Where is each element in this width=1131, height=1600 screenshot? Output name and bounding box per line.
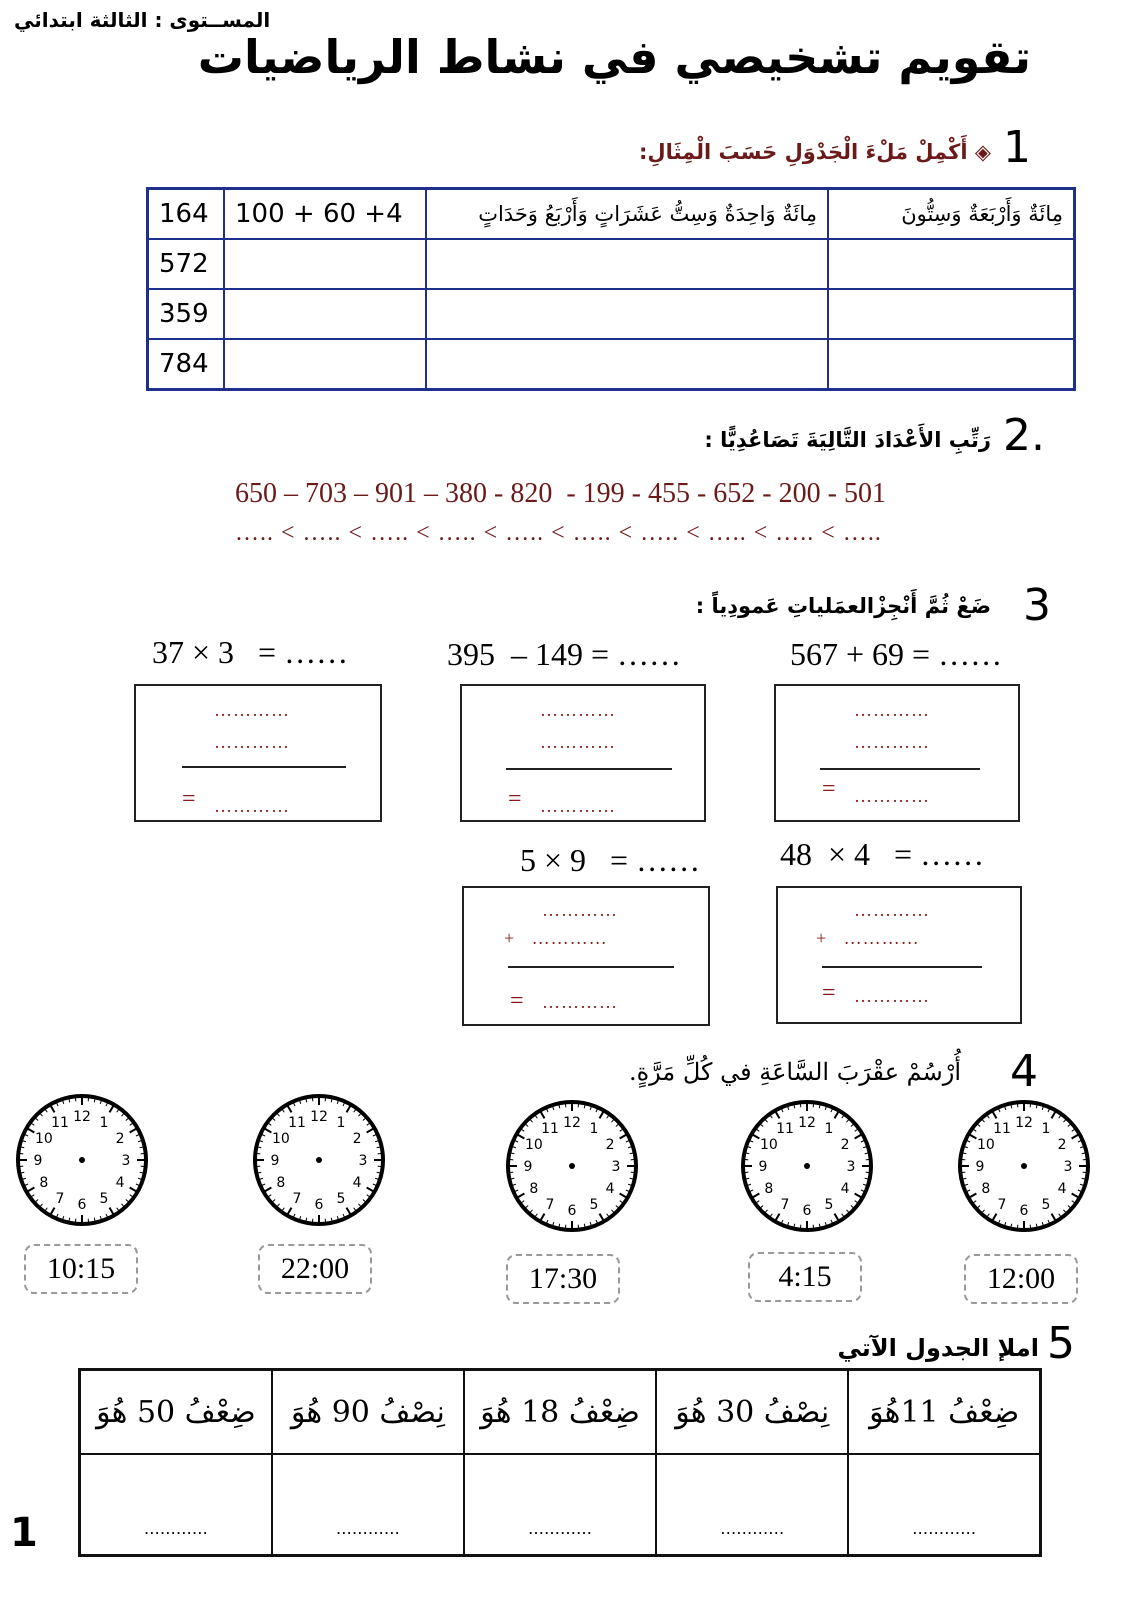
- work-line[interactable]: + …………: [504, 928, 608, 948]
- table-cell-number: 572: [148, 239, 225, 289]
- clock-number: 4: [840, 1181, 850, 1197]
- table-cell-number: 359: [148, 289, 225, 339]
- q1-instruction: ◈ أَكْمِلْ مَلْءَ الْجَدْوَلِ حَسَبَ الْمِثَالِ:: [638, 140, 991, 164]
- clock-number: 3: [611, 1159, 621, 1175]
- page-number: 1: [10, 1510, 38, 1556]
- clock-number: 12: [798, 1115, 816, 1131]
- q4-instruction: أُرْسُمْ عقْرَبَ السَّاعَةِ في كُلِّ مَرَّةٍ.: [628, 1058, 961, 1086]
- clock-number: 4: [352, 1175, 362, 1191]
- equals-sign: =: [510, 988, 524, 1014]
- table-cell-units-words[interactable]: [426, 239, 828, 289]
- clock-number: 11: [776, 1120, 794, 1137]
- clock-number: 8: [981, 1181, 991, 1197]
- table-row: [80, 1454, 1041, 1556]
- equals-sign: =: [822, 980, 836, 1006]
- work-line[interactable]: …………: [854, 986, 930, 1006]
- table-cell-expanded[interactable]: 100 + 60 +4: [224, 189, 426, 240]
- clock-face[interactable]: [249, 1090, 389, 1230]
- q2-numbers: 650 – 703 – 901 – 380 - 820 - 199 - 455 - 652 - 200 - 501: [235, 478, 886, 509]
- clock-number: 7: [292, 1191, 302, 1208]
- clock-number: 6: [802, 1203, 812, 1219]
- clock-number: 5: [824, 1197, 834, 1214]
- table-cell-number: 164: [148, 189, 225, 240]
- clock-number: 12: [73, 1109, 91, 1125]
- clock-number: 6: [567, 1203, 577, 1219]
- clock-number: 7: [545, 1197, 555, 1214]
- answer-cell[interactable]: …………: [464, 1454, 656, 1556]
- clock-number: 8: [276, 1175, 286, 1191]
- clock-number: 9: [523, 1159, 533, 1175]
- clock-number: 9: [33, 1153, 43, 1169]
- clock-number: 5: [1041, 1197, 1051, 1214]
- q5-number: 5: [1047, 1318, 1075, 1369]
- clock-face[interactable]: [502, 1096, 642, 1236]
- clock-number: 6: [77, 1197, 87, 1213]
- table-cell-number: 784: [148, 339, 225, 390]
- clock-number: 10: [34, 1131, 53, 1147]
- work-line[interactable]: …………: [214, 700, 290, 720]
- clock-number: 12: [310, 1109, 328, 1125]
- clock-number: 3: [121, 1153, 131, 1169]
- table-cell-expanded[interactable]: [224, 289, 426, 339]
- clock-number: 11: [51, 1114, 69, 1131]
- clock-number: 5: [336, 1191, 346, 1208]
- work-line[interactable]: …………: [214, 796, 290, 816]
- operation-multiplication: 5 × 9 = ……: [520, 842, 701, 878]
- time-label: 4:15: [748, 1252, 862, 1302]
- clock-number: 1: [336, 1114, 346, 1131]
- clock-number: 8: [39, 1175, 49, 1191]
- clock-center: [569, 1163, 575, 1169]
- result-rule: [182, 766, 346, 768]
- q2-answer-line[interactable]: ….. < ….. < ….. < ….. < ….. < ….. < ….. < ….. < ….. < …..: [235, 520, 882, 546]
- clock-number: 7: [997, 1197, 1007, 1214]
- table-cell-expanded[interactable]: [224, 239, 426, 289]
- clock-number: 8: [764, 1181, 774, 1197]
- table-header-cell: نِصْفُ 90 هُوَ: [272, 1370, 464, 1455]
- result-rule: [822, 966, 982, 968]
- clock-number: 2: [352, 1131, 362, 1147]
- work-line[interactable]: + …………: [816, 928, 920, 948]
- q3-instruction: ضَعْ ثُمَّ أَنْجِزْالعمَلياتِ عَمودِياً :: [695, 594, 991, 618]
- equals-sign: =: [182, 786, 196, 812]
- clock-number: 2: [605, 1137, 615, 1153]
- table-cell-words[interactable]: [828, 289, 1075, 339]
- clock-number: 11: [288, 1114, 306, 1131]
- q5-table: [78, 1368, 1042, 1557]
- work-box[interactable]: [776, 886, 1022, 1024]
- clock-number: 10: [976, 1137, 995, 1153]
- clock-number: 1: [824, 1120, 834, 1137]
- table-cell-units-words[interactable]: [426, 289, 828, 339]
- clock-center: [79, 1157, 85, 1163]
- clock-number: 11: [541, 1120, 559, 1137]
- table-row: [148, 289, 1075, 339]
- result-rule: [508, 966, 674, 968]
- work-line[interactable]: …………: [854, 732, 930, 752]
- work-line[interactable]: …………: [854, 786, 930, 806]
- clock-number: 9: [270, 1153, 280, 1169]
- table-cell-words[interactable]: [828, 239, 1075, 289]
- page-title: تقويم تشخيصي في نشاط الرياضيات: [197, 30, 1031, 84]
- q1-number: 1: [1003, 122, 1031, 173]
- clock-number: 2: [115, 1131, 125, 1147]
- work-line[interactable]: …………: [542, 900, 618, 920]
- q2-instruction: رَتِّبِ الأَعْدَادَ التَّالِيَةَ تَصَاعُدِيًّا :: [704, 428, 991, 452]
- clock-number: 5: [589, 1197, 599, 1214]
- clock-center: [804, 1163, 810, 1169]
- clock-number: 9: [975, 1159, 985, 1175]
- clock-face[interactable]: [737, 1096, 877, 1236]
- clock-number: 1: [589, 1120, 599, 1137]
- clock-number: 8: [529, 1181, 539, 1197]
- time-label: 12:00: [964, 1254, 1078, 1304]
- operation-multiplication: 37 × 3 = ……: [152, 634, 349, 670]
- work-line[interactable]: …………: [214, 732, 290, 752]
- answer-cell[interactable]: …………: [272, 1454, 464, 1556]
- q4-number: 4: [1010, 1046, 1038, 1097]
- q5-instruction: املإ الجدول الآتي: [837, 1334, 1039, 1362]
- operation-addition: 567 + 69 = ……: [790, 636, 1003, 672]
- table-header-cell: ضِعْفُ 18 هُوَ: [464, 1370, 656, 1455]
- clock-number: 6: [1019, 1203, 1029, 1219]
- work-line[interactable]: …………: [542, 992, 618, 1012]
- clock-number: 5: [99, 1191, 109, 1208]
- table-cell-words[interactable]: مِائَةٌ وَأَرْبَعَةٌ وَسِتُّونَ: [828, 189, 1075, 240]
- clock-face[interactable]: [954, 1096, 1094, 1236]
- table-row: [148, 239, 1075, 289]
- result-rule: [506, 768, 672, 770]
- answer-cell[interactable]: …………: [656, 1454, 848, 1556]
- clock-center: [316, 1157, 322, 1163]
- table-cell-expanded[interactable]: [224, 339, 426, 390]
- table-row: [148, 189, 1075, 240]
- q2-number: 2.: [1003, 410, 1045, 461]
- clock-number: 4: [1057, 1181, 1067, 1197]
- clock-number: 4: [115, 1175, 125, 1191]
- level-label: المســتوى : الثالثة ابتدائي: [14, 8, 271, 32]
- q1-table: [146, 187, 1076, 391]
- work-line[interactable]: …………: [540, 732, 616, 752]
- time-label: 17:30: [506, 1254, 620, 1304]
- table-row: [148, 339, 1075, 390]
- clock-face[interactable]: [12, 1090, 152, 1230]
- work-line[interactable]: …………: [540, 796, 616, 816]
- clock-number: 4: [605, 1181, 615, 1197]
- equals-sign: =: [822, 776, 836, 802]
- clock-number: 9: [758, 1159, 768, 1175]
- time-label: 22:00: [258, 1244, 372, 1294]
- clock-number: 10: [524, 1137, 543, 1153]
- table-cell-units-words[interactable]: [426, 339, 828, 390]
- work-box[interactable]: [460, 684, 706, 822]
- answer-cell[interactable]: …………: [848, 1454, 1040, 1556]
- clock-number: 10: [759, 1137, 778, 1153]
- table-header-cell: ضِعْفُ 50 هُوَ: [80, 1370, 272, 1455]
- time-label: 10:15: [24, 1244, 138, 1294]
- clock-number: 2: [1057, 1137, 1067, 1153]
- work-box[interactable]: [462, 886, 710, 1026]
- clock-number: 2: [840, 1137, 850, 1153]
- clock-number: 7: [55, 1191, 65, 1208]
- clock-number: 1: [99, 1114, 109, 1131]
- clock-number: 10: [271, 1131, 290, 1147]
- work-line[interactable]: …………: [540, 700, 616, 720]
- table-cell-words[interactable]: [828, 339, 1075, 390]
- clock-number: 11: [993, 1120, 1011, 1137]
- table-header-cell: ضِعْفُ 11هُوَ: [848, 1370, 1040, 1455]
- clock-number: 12: [1015, 1115, 1033, 1131]
- clock-number: 12: [563, 1115, 581, 1131]
- work-line[interactable]: …………: [854, 900, 930, 920]
- work-line[interactable]: …………: [854, 700, 930, 720]
- work-box[interactable]: [774, 684, 1020, 822]
- result-rule: [820, 768, 980, 770]
- work-box[interactable]: [134, 684, 382, 822]
- operation-subtraction: 395 – 149 = ……: [447, 636, 682, 672]
- clock-number: 3: [846, 1159, 856, 1175]
- operation-multiplication: 48 × 4 = ……: [780, 836, 985, 872]
- equals-sign: =: [508, 786, 522, 812]
- clock-number: 3: [1063, 1159, 1073, 1175]
- clock-center: [1021, 1163, 1027, 1169]
- table-header-cell: نِصْفُ 30 هُوَ: [656, 1370, 848, 1455]
- clock-number: 1: [1041, 1120, 1051, 1137]
- answer-cell[interactable]: …………: [80, 1454, 272, 1556]
- clock-number: 3: [358, 1153, 368, 1169]
- clock-number: 6: [314, 1197, 324, 1213]
- clock-number: 7: [780, 1197, 790, 1214]
- q3-number: 3: [1023, 580, 1051, 631]
- table-cell-units-words[interactable]: مِائَةٌ وَاحِدَةٌ وَسِتُّ عَشَرَاتٍ وَأَرْبَعُ وَحَدَاتٍ: [426, 189, 828, 240]
- table-row: [80, 1370, 1041, 1455]
